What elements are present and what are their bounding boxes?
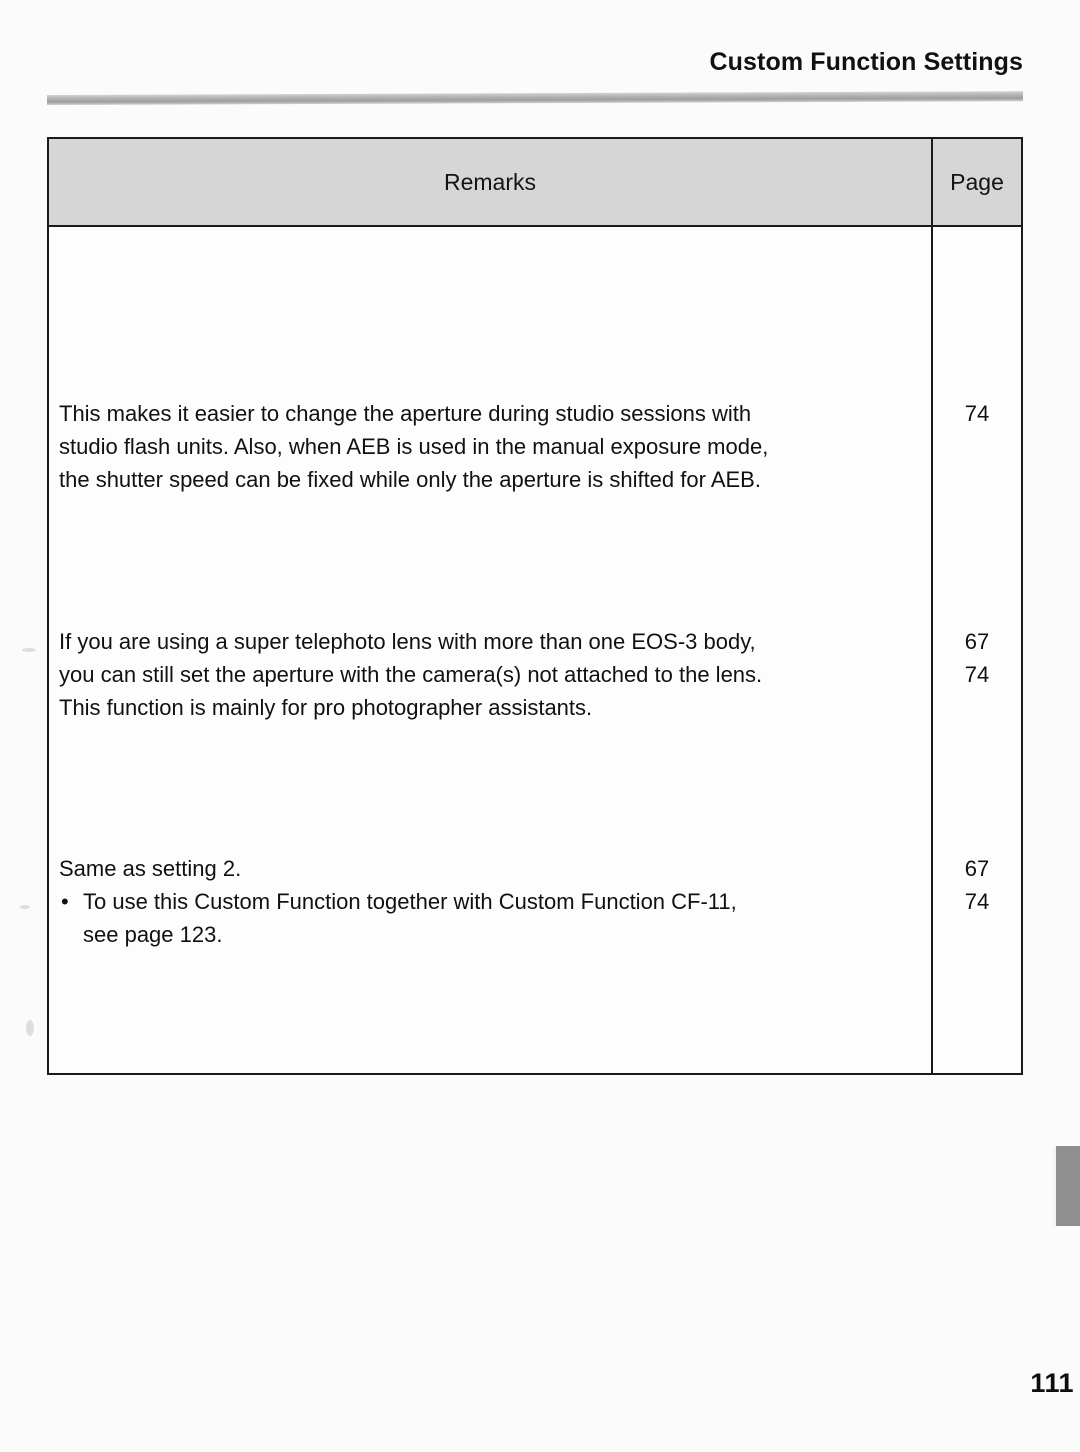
remarks-cell xyxy=(59,852,921,951)
remarks-line: studio flash units. Also, when AEB is used in the manual exposure mode, xyxy=(59,434,769,459)
remarks-line: This function is mainly for pro photographer assistants. xyxy=(59,695,593,720)
page-cell xyxy=(933,852,1021,918)
table-body xyxy=(49,227,1021,1073)
remarks-line: the shutter speed can be fixed while only the aperture is shifted for AEB. xyxy=(59,467,761,492)
page-number: 111 xyxy=(1030,1368,1074,1398)
column-header-remarks xyxy=(49,139,931,225)
page-reference: 74 xyxy=(964,889,990,914)
remarks-table xyxy=(47,137,1023,1075)
remarks-cell xyxy=(59,625,921,724)
remarks-line: To use this Custom Function together with Custom Function CF-11, xyxy=(83,889,737,914)
page-reference: 74 xyxy=(964,662,990,687)
remarks-line: This makes it easier to change the aperture during studio sessions with xyxy=(59,401,752,426)
page-cell xyxy=(933,397,1021,430)
remarks-line: If you are using a super telephoto lens with more than one EOS-3 body, xyxy=(59,629,756,654)
table-header-row xyxy=(49,139,1021,227)
remarks-cell xyxy=(59,397,921,496)
page-reference: 67 xyxy=(964,629,990,654)
column-header-remarks-label: Remarks xyxy=(443,168,536,195)
running-head-title: Custom Function Settings xyxy=(709,48,1023,76)
remarks-bullet-item xyxy=(59,885,921,951)
column-header-page-label: Page xyxy=(950,168,1004,195)
remarks-line: you can still set the aperture with the camera(s) not attached to the lens. xyxy=(59,662,763,687)
remarks-line: see page 123. xyxy=(83,922,223,947)
page-cell xyxy=(933,625,1021,691)
scan-speck xyxy=(22,648,36,652)
scan-speck xyxy=(26,1020,34,1036)
header-rule xyxy=(47,91,1023,105)
thumb-index-tab xyxy=(1053,1146,1080,1226)
column-header-page xyxy=(931,139,1021,225)
page-reference: 74 xyxy=(964,401,990,426)
scan-speck xyxy=(20,905,30,909)
page-reference: 67 xyxy=(964,856,990,881)
remarks-line: Same as setting 2. xyxy=(59,856,242,881)
bullet-icon: • xyxy=(61,889,69,914)
